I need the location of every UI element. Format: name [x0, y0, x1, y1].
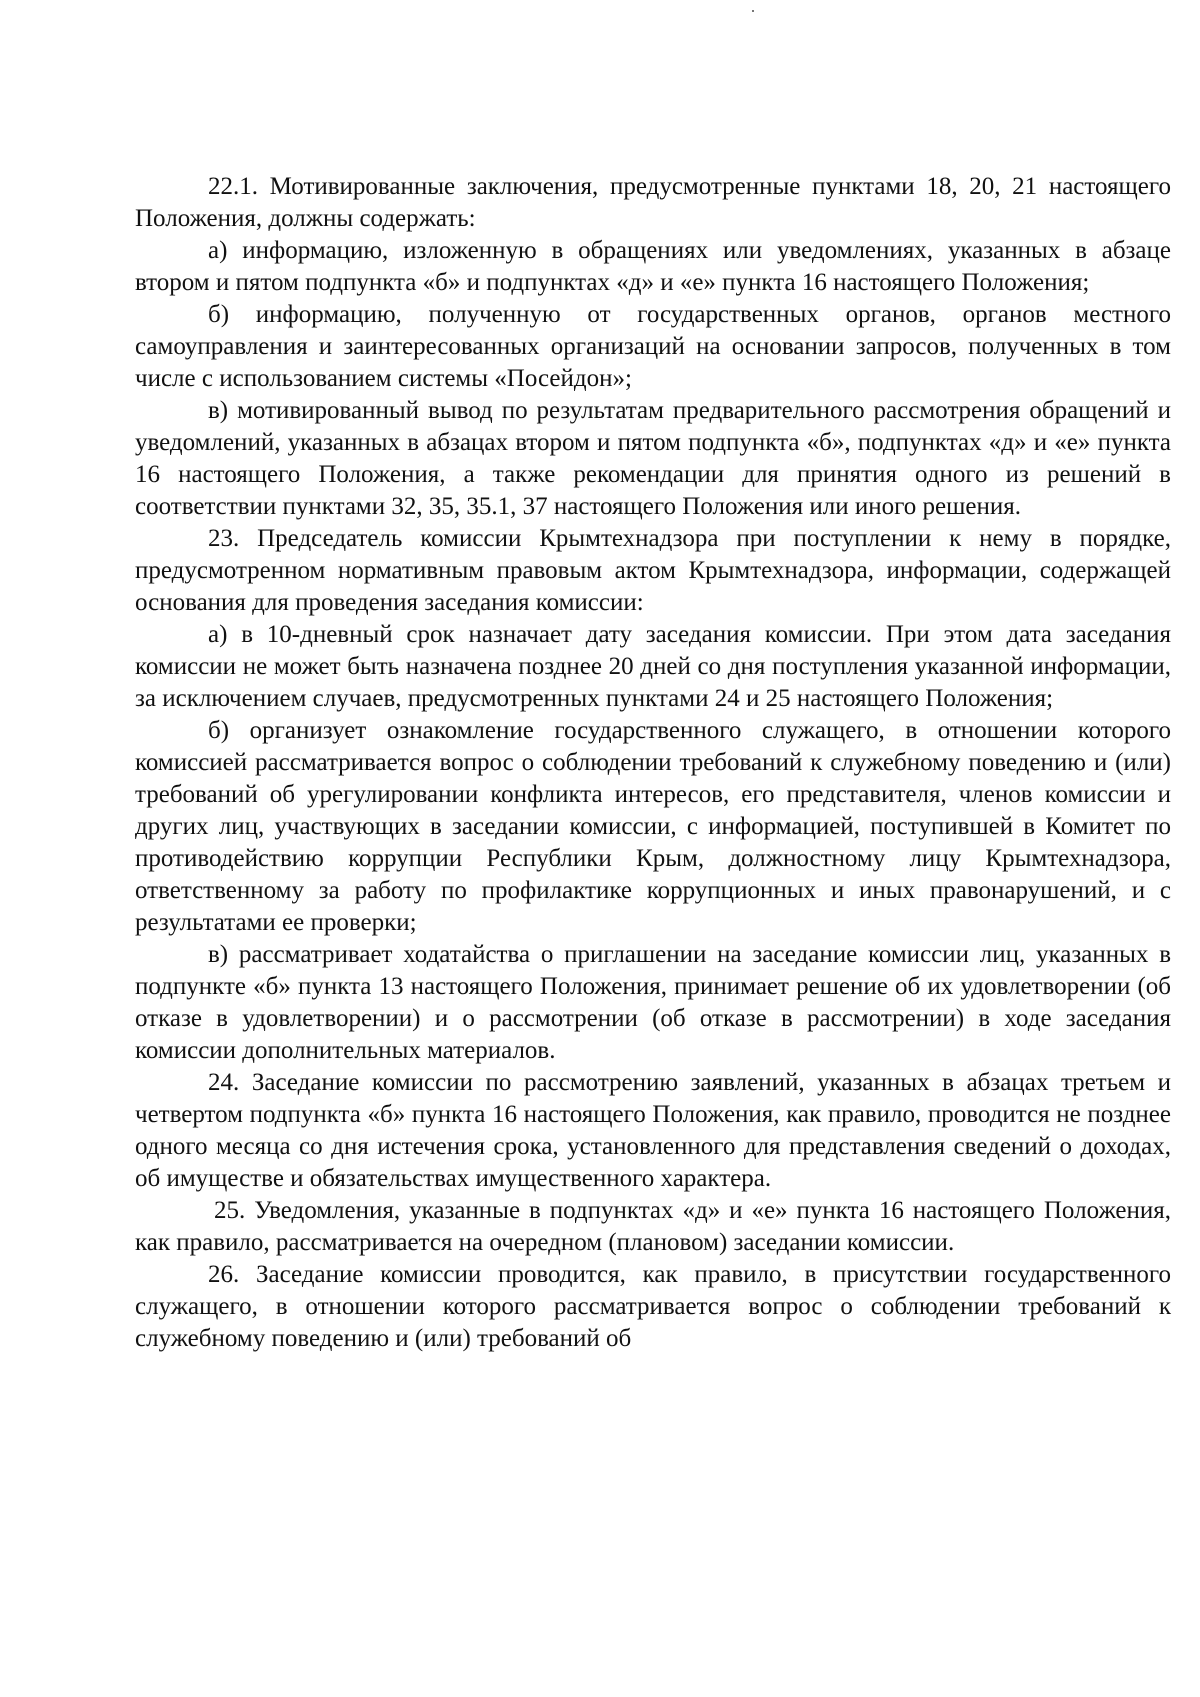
scan-speck	[752, 10, 754, 12]
paragraph-22-1-a: а) информацию, изложенную в обращениях или уведомлениях, указанных в абзаце втором и пятом подпункта «б» и подпунктах «д» и «е» пункта 16 настоящего Положения;	[135, 237, 1171, 296]
paragraph-22-1-b: б) информацию, полученную от государственных органов, органов местного самоуправления и заинтересованных организаций на основании запросов, полученных в том числе с использованием системы «Посейдон»;	[135, 301, 1171, 392]
paragraph-23-v: в) рассматривает ходатайства о приглашении на заседание комиссии лиц, указанных в подпункте «б» пункта 13 настоящего Положения, принимает решение об их удовлетворении (об отказе в удовлетворении) и о рассмотрении (об отказе в рассмотрении) в ходе заседания комиссии дополнительных материалов.	[135, 941, 1171, 1064]
paragraph-23-b: б) организует ознакомление государственного служащего, в отношении которого комиссией рассматривается вопрос о соблюдении требований к служебному поведению и (или) требований об урегулировании конфликта интересов, его представителя, членов комиссии и других лиц, участвующих в заседании комиссии, с информацией, поступившей в Комитет по противодействию коррупции Республики Крым, должностному лицу Крымтехнадзора, ответственному за работу по профилактике коррупционных и иных правонарушений, и с результатами ее проверки;	[135, 717, 1171, 936]
paragraph-23-a: а) в 10-дневный срок назначает дату заседания комиссии. При этом дата заседания комиссии не может быть назначена позднее 20 дней со дня поступления указанной информации, за исключением случаев, предусмотренных пунктами 24 и 25 настоящего Положения;	[135, 621, 1171, 712]
paragraph-22-1-v: в) мотивированный вывод по результатам предварительного рассмотрения обращений и уведомлений, указанных в абзацах втором и пятом подпункта «б», подпунктах «д» и «е» пункта 16 настоящего Положения, а также рекомендации для принятия одного из решений в соответствии пунктами 32, 35, 35.1, 37 настоящего Положения или иного решения.	[135, 397, 1171, 520]
paragraph-26: 26. Заседание комиссии проводится, как правило, в присутствии государственного служащего, в отношении которого рассматривается вопрос о соблюдении требований к служебному поведению и (или) требований об	[135, 1261, 1171, 1352]
paragraph-22-1: 22.1. Мотивированные заключения, предусмотренные пунктами 18, 20, 21 настоящего Положения, должны содержать:	[135, 173, 1171, 232]
paragraph-23: 23. Председатель комиссии Крымтехнадзора при поступлении к нему в порядке, предусмотренном нормативным правовым актом Крымтехнадзора, информации, содержащей основания для проведения заседания комиссии:	[135, 525, 1171, 616]
document-body	[135, 171, 1171, 1355]
paragraph-24: 24. Заседание комиссии по рассмотрению заявлений, указанных в абзацах третьем и четвертом подпункта «б» пункта 16 настоящего Положения, как правило, проводится не позднее одного месяца со дня истечения срока, установленного для представления сведений о доходах, об имуществе и обязательствах имущественного характера.	[135, 1069, 1171, 1192]
paragraph-25: 25. Уведомления, указанные в подпунктах «д» и «е» пункта 16 настоящего Положения, как правило, рассматривается на очередном (плановом) заседании комиссии.	[135, 1197, 1171, 1256]
